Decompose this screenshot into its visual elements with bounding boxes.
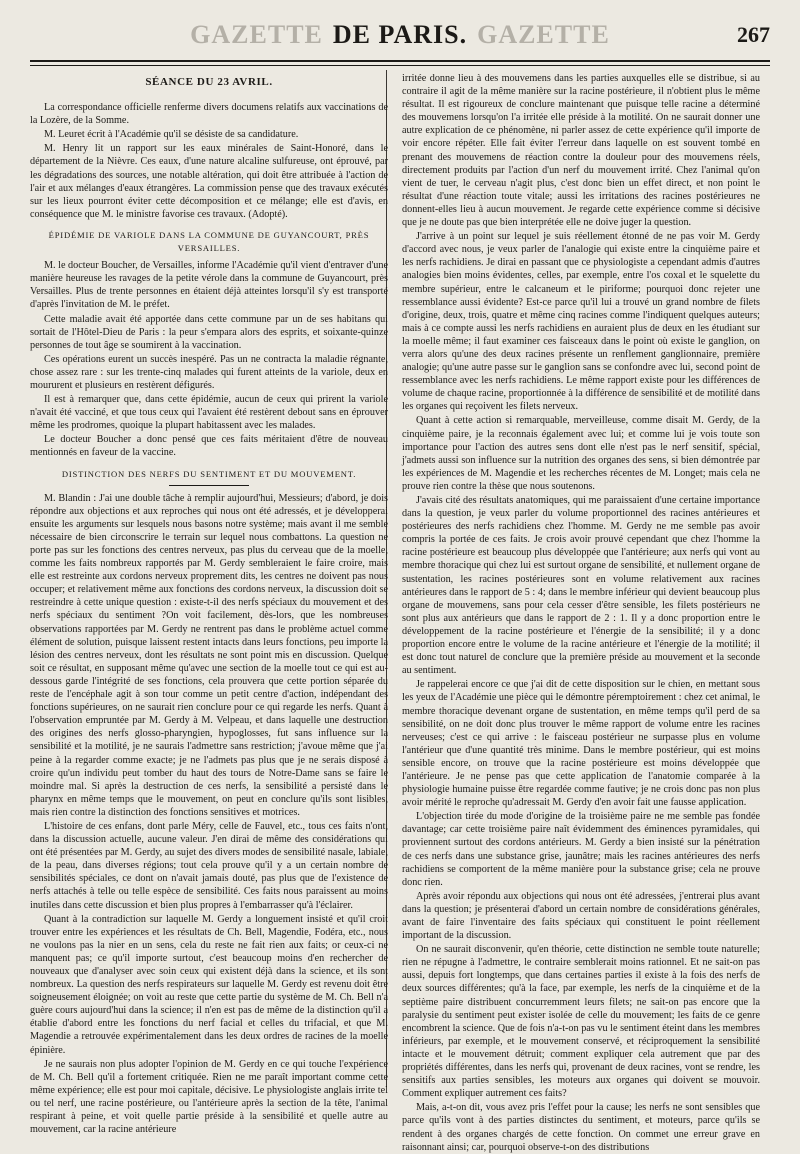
left-column xyxy=(30,72,388,1136)
paragraph-irritee: irritée donne lieu à des mouvemens dans les parties auxquelles elle se distribue, si au contraire il agit de la même manière sur la racine postérieure, il n'obtient plus le même résultat. Il est rigoureux de conclure maintenant que puisque telle racine a déterminé des mouvemens lorsqu'on l'a irritée elle préside à la motilité. On ne saurait donner une autre explication de ce phénomène, ni parler assez de cette expérience qu'il importe de voir encore répéter. Elle fait éviter l'erreur dans laquelle on est souvent tombé en prenant des mouvemens de réaction contre la douleur pour des mouvemens réels, directement produits par l'action d'un nerf du mouvement irrité. Chez l'animal qu'on vient de tuer, le cerveau n'agit plus, c'est donc bien un effet direct, et non point le résultat d'une réaction toute vitale; aussi les irritations des racines postérieures ne donnent-elles lieu à aucun mouvement. Je regarde cette expérience comme si décisive que je ne doute pas que bien interprétée elle ne doive juger la question. xyxy=(402,73,760,229)
paragraph-theorie: On ne saurait disconvenir, qu'en théorie, cette distinction ne semble toute naturelle; rien ne répugne à l'admettre, le contraire semblerait moins rationnel. Et ne sait-on pas aussi, depuis fort longtemps, que dans certaines parties il existe à la fois des nerfs de deux sources différentes; qu'à la face, par exemple, les nerfs de la cinquième et de la septième paire distribuent concurremment leurs filets; ne sait-on pas encore que la paralysie du sentiment peut exister isolée de celle du mouvement; les faits de ce genre encombrent la science. Que de fois n'a-t-on pas vu le sentiment éteint dans les membres inférieurs, par exemple, et le mouvement conservé, et réciproquement la sensibilité intacte et le mouvement détruit; comment expliquer cela autrement que par des propriétés différentes, dans les nerfs qui, provenant de deux racines, vont se rendre, les sensitifs aux parties sensibles, les moteurs aux organes qui doivent se mouvoir. Comment expliquer autrement ces faits? xyxy=(402,944,760,1100)
paragraph-leuret: M. Leuret écrit à l'Académie qu'il se désiste de sa candidature. xyxy=(44,129,299,141)
paragraph-analogie: J'arrive à un point sur lequel je suis réellement étonné de ne pas voir M. Gerdy d'accord avec nous, je veux parler de l'analogie qui existe entre la cinquième paire et les nerfs rachidiens. Je dirai en passant que ce physiologiste a cependant admis d'autres analogies bien moins évidentes, celles, par exemple, entre l'os coxal et le squelette du membre supérieur, entre le calcaneum et le piriforme; pourquoi donc rejeter une ressemblance aussi évidente? Est-ce parce qu'il lui a trouvé un grand nombre de filets d'origine, deux, trois, quatre et même cinq racines comme l'indiquent quelques auteurs; mais à ce compte aussi les nerfs rachidiens en auraient plus de deux en les étudiant sur la moelle même; il faut examiner ces faisceaux dans le point où existe le ganglion, on verra alors qu'une des deux racines présente un renflement ganglionnaire, première analogie; qu'une autre passe sur le ganglion sans se confondre avec lui, second point de ressemblance avec les nerfs rachidiens. Le même rapport existe pour les différences de volume de chaque racine, proportionnée à la différence de sensibilité et de motilité dans les organes qui reçoivent les filets nerveux. xyxy=(402,231,760,413)
session-title: SÉANCE DU 23 AVRIL. xyxy=(145,76,273,88)
header-rule-thick xyxy=(30,60,770,62)
section-title-nerfs: DISTINCTION DES NERFS DU SENTIMENT ET DU MOUVEMENT. xyxy=(61,468,357,479)
masthead-ghost-right: GAZETTE xyxy=(477,20,610,49)
paragraph-resultats-anatomiques: J'avais cité des résultats anatomiques, qui me paraissaient d'une certaine importance dans la question, je veux parler du volume proportionnel des racines antérieures et postérieures des nerfs rachidiens chez l'homme. M. Gerdy ne me semble pas avoir compris la portée de ces faits. Je crois avoir prouvé cependant que chez l'homme la racine postérieure est beaucoup plus développée que l'antérieure; aux nerfs qui vont au membre thoracique qui chez lui est surtout organe de sensibilité, et nullement organe de sustentation, les racines postérieures sont en volume relativement aux racines antérieures dans le rapport de 5 : 4; dans le membre inférieur qui devient beaucoup plus organe de mouvemens, sans pour cela cesser d'être sensible, les filets postérieurs ne sont plus aux antérieurs que dans le rapport de 2 : 1. Il y a donc proportion entre le développement de la racine postérieure et l'énergie de la sensibilité; il y a donc proportion encore entre le volume de la racine antérieure et l'énergie de la motilité; il est donc tout naturel de conclure que la première préside au mouvement et la seconde au sentiment. xyxy=(402,495,760,677)
paragraph-cinquieme-paire: Quant à cette action si remarquable, merveilleuse, comme disait M. Gerdy, de la cinquième paire, je la reconnais également avec lui; et comme lui je vois toute son importance pour l'action des autres sens dont elle n'est pas le nerf sensitif, spécial, j'admets aussi son influence sur la nutrition des organes des sens, si bien démontrée par les expériences de M. Magendie et les recherches récentes de M. Longet; mais cela ne prouve rien contre la thèse que nous soutenons. xyxy=(402,415,760,492)
page-header xyxy=(22,12,778,66)
paragraph-troisieme-paire: L'objection tirée du mode d'origine de la troisième paire ne me semble pas fondée davantage; car cette troisième paire naît évidemment des éminences pyramidales, qui proviennent surtout des cordons antérieurs. M. Gerdy a bien insisté sur la pénétration de ces nerfs dans une substance grise, jaunâtre; mais les racines antérieures des nerfs rachidiens se comportent de la même manière pour la substance grise; cela ne prouve donc rien. xyxy=(402,811,760,888)
masthead-title: DE PARIS. xyxy=(332,20,468,49)
right-column xyxy=(402,72,760,1153)
paragraph-operations: Ces opérations eurent un succès inespéré. Pas un ne contracta la maladie régnante, chose assez rare : sur les trente-cinq malades qui furent atteints de la variole, deux en moururent et plusieurs en restèrent défigurés. xyxy=(30,353,388,391)
page-number: 267 xyxy=(737,22,770,47)
paragraph-considerations: Après avoir répondu aux objections qui nous ont été adressées, j'entrerai plus avant dans la question; je présenterai d'abord un certain nombre de considérations générales, avant de faire l'inventaire des faits spéciaux qui constituent le point réellement important de la discussion. xyxy=(402,890,760,942)
paragraph-boucher: M. le docteur Boucher, de Versailles, informe l'Académie qu'il vient d'entraver d'une manière heureuse les ravages de la petite vérole dans la commune de Guyancourt, près Versailles. Plus de trente personnes en étaient déjà atteintes lorsqu'il s'y est transporté d'après l'invitation de M. le préfet. xyxy=(30,260,388,311)
paragraph-vaccine: Le docteur Boucher a donc pensé que ces faits méritaient d'être de nouveau mentionnés en faveur de la vaccine. xyxy=(30,434,388,459)
paragraph-experience-bell: Je ne saurais non plus adopter l'opinion de M. Gerdy en ce qui touche l'expérience de M. Ch. Bell qu'il a fortement critiquée. Rien ne me paraît important comme cette même expérience; elle est pour moi capitale, décisive. Le physiologiste anglais irrite tel ou tel nerf, une racine postérieure, ou l'antérieure après la section de la tête, l'animal respirant à peine, et voit quelle partie préside à la sensibilité et quelle autre au mouvement, car la racine antérieure xyxy=(30,1058,388,1136)
paragraph-blandin: M. Blandin : J'ai une double tâche à remplir aujourd'hui, Messieurs; d'abord, je dois répondre aux objections et aux reproches qui nous ont été adressés, et je développerai ensuite les arguments sur lesquels nous basons notre système; mais avant il me semble nécessaire de bien circonscrire le terrain sur lequel nous combattons. La question ne porte pas sur les fonctions des centres nerveux, pas plus du cerveau que de la moelle, comme les faits nombreux rapportés par M. Gerdy sembleraient le faire croire, mais elle est restreinte aux cordons nerveux proprement dits, les centres ne doivent pas nous occuper; et relativement même aux fonctions des cordons nerveux, la discussion doit se restreindre à cette unique question : existe-t-il des nerfs spéciaux du mouvement et des nerfs spéciaux du sentiment ?On voit facilement, dès-lors, que les nombreuses observations rapportées par M. Gerdy ne rentrent pas dans le problème actuel comme élément de solution, puisque laissent restent intacts dans leurs fonctions, peu importe la lésion des centres nerveux, dont les résultats ne sont point mis en discussion. Quelque soit ce résultat, en supposant même qu'avec une section de la moelle tout ce qui est au-dessous garde l'intégrité de ses fonctions, cela prouvera que cette portion séparée du reste de l'encéphale agit à son tour comme un petit centre d'action, indépendant des fonctions supérieures, on ne saurait rien conclure pour ce qui regarde les nerfs. Quant à l'observation empruntée par M. Gerdy à M. Velpeau, et dans laquelle une destruction des origines des nerfs glosso-pharyngien, hypoglosses, fut sans influence sur la sensibilité et la motilité, je ne saurais l'admettre sans restriction; j'avoue même que j'ai peine à la regarder comme exacte; je ne l'admets pas plus que je ne serais disposé à croire qu'un individu peut tomber du haut des tours de Notre-Dame sans se faire le moindre mal. Si après la destruction de ces nerfs, la sensibilité a persisté dans le pharynx en même temps que le mouvement, on peut en conclure qu'ils sont lisibles, mais rien contre la distinction des fonctions sensitives et motrices. xyxy=(30,492,388,818)
header-rule-thin xyxy=(30,65,770,66)
paragraph-henry-report: M. Henry lit un rapport sur les eaux minérales de Saint-Honoré, dans le département de la Nièvre. Ces eaux, d'une nature alcaline sulfureuse, ont éprouvé, par les dégradations des sources, une notable altération, qui doit être attribuée à l'action de l'air et aux mélanges d'eaux étrangères. La commission pense que des travaux exécutés sur les lieux pourront éviter cette décomposition et ce mélange; elle est d'avis, en conséquence que M. le ministre favorise ces travaux. (Adopté). xyxy=(30,143,388,220)
paragraph-maladie: Cette maladie avait été apportée dans cette commune par un de ses habitans qui sortait de l'Hôtel-Dieu de Paris : la peur s'empara alors des esprits, et soixante-quinze personnes de tout âge se soumirent à la vaccination. xyxy=(30,313,388,351)
paragraph-contradiction: Quant à la contradiction sur laquelle M. Gerdy a longuement insisté et qu'il croit trouver entre les expériences et les résultats de Ch. Bell, Magendie, Fodéra, etc., nous ne voulons pas la nier en un sens, cela du reste ne fait rien aux faits; or ceux-ci ne manquent pas; ce qu'il importe surtout, c'est beaucoup moins d'en rechercher de nouveaux que d'analyser avec soin ceux qui existent déjà dans la science, et ils sont nombreux. La question des nerfs respirateurs sur laquelle M. Gerdy est revenu doit être soigneusement éloignée; on voit au reste que cette partie du système de M. Ch. Bell n'a guère cours aujourd'hui dans la science; il n'en est pas de même de la distinction qu'il a établie d'abord entre les fonctions du nerf facial et celles du trifacial, et que M. Magendie a retrouvée expérimentalement dans les deux ordres de racines de la moelle épinière. xyxy=(30,913,388,1056)
masthead-ghost-left: GAZETTE xyxy=(190,20,323,49)
paragraph-chien: Je rappelerai encore ce que j'ai dit de cette disposition sur le chien, en mettant sous les yeux de l'Académie une pièce qui le démontre péremptoirement : chez cet animal, le membre thoracique devenant organe de sustentation, en même temps qu'il perd de sa sensibilité, on ne doit donc plus trouver le même rapport de volume entre les racines nerveuses; c'est ce qui arrive : le faisceau postérieur ne surpasse plus en volume l'antérieur que d'une quantité très minime. Dans le membre postérieur, qui est moins sensible encore, on trouve que la racine postérieure est moins développée que l'antérieure. Je ne pense pas que cette application de l'anatomie comparée à la physiologie humaine puisse être regardée comme fautive; je ne crois donc pas non plus avoir mérité le reproche qu'adressait M. Gerdy d'en avoir fait une fausse application. xyxy=(402,679,760,809)
masthead xyxy=(22,20,778,50)
paragraph-remarque: Il est à remarquer que, dans cette épidémie, aucun de ceux qui prirent la variole n'avait été vacciné, et que tous ceux qui l'avaient été restèrent debout sans en éprouver même les prodromes, quoique la plupart habitassent avec les malades. xyxy=(30,394,388,432)
paragraph-effet-cause: Mais, a-t-on dit, vous avez pris l'effet pour la cause; les nerfs ne sont sensibles que parce qu'ils vont à des parties distinctes du sentiment, et moteurs, parce qu'ils se rendent à des organes chargés de cette fonction. On commet une erreur grave en raisonnant ainsi; car, pourquoi observe-t-on des distributions xyxy=(402,1102,760,1153)
section-title-variole: ÉPIDÉMIE DE VARIOLE DANS LA COMMUNE DE GUYANCOURT, PRÈS VERSAILLES. xyxy=(48,229,370,254)
paragraph-correspondence: La correspondance officielle renferme divers documens relatifs aux vaccinations de la Lozère, de la Somme. xyxy=(30,102,388,127)
paragraph-enfans: L'histoire de ces enfans, dont parle Méry, celle de Fauvel, etc., tous ces faits n'ont, dans la discussion actuelle, aucune valeur. J'en dirai de même des considérations qui ont été présentées par M. Gerdy, au sujet des divers modes de sensibilité nasale, labiale, de la peau, dans diverses régions; tout cela prouve qu'il y a un certain nombre de sensibilités spéciales, ce dont on n'avait jamais douté, pas plus que de l'existence de nerfs attachés à telle ou telle espèce de sensibilité. Ces faits nous paraissent au moins inutiles dans cette discussion et bien plus propres à l'embarrasser qu'à l'éclairer. xyxy=(30,820,388,911)
section-rule xyxy=(169,485,249,486)
